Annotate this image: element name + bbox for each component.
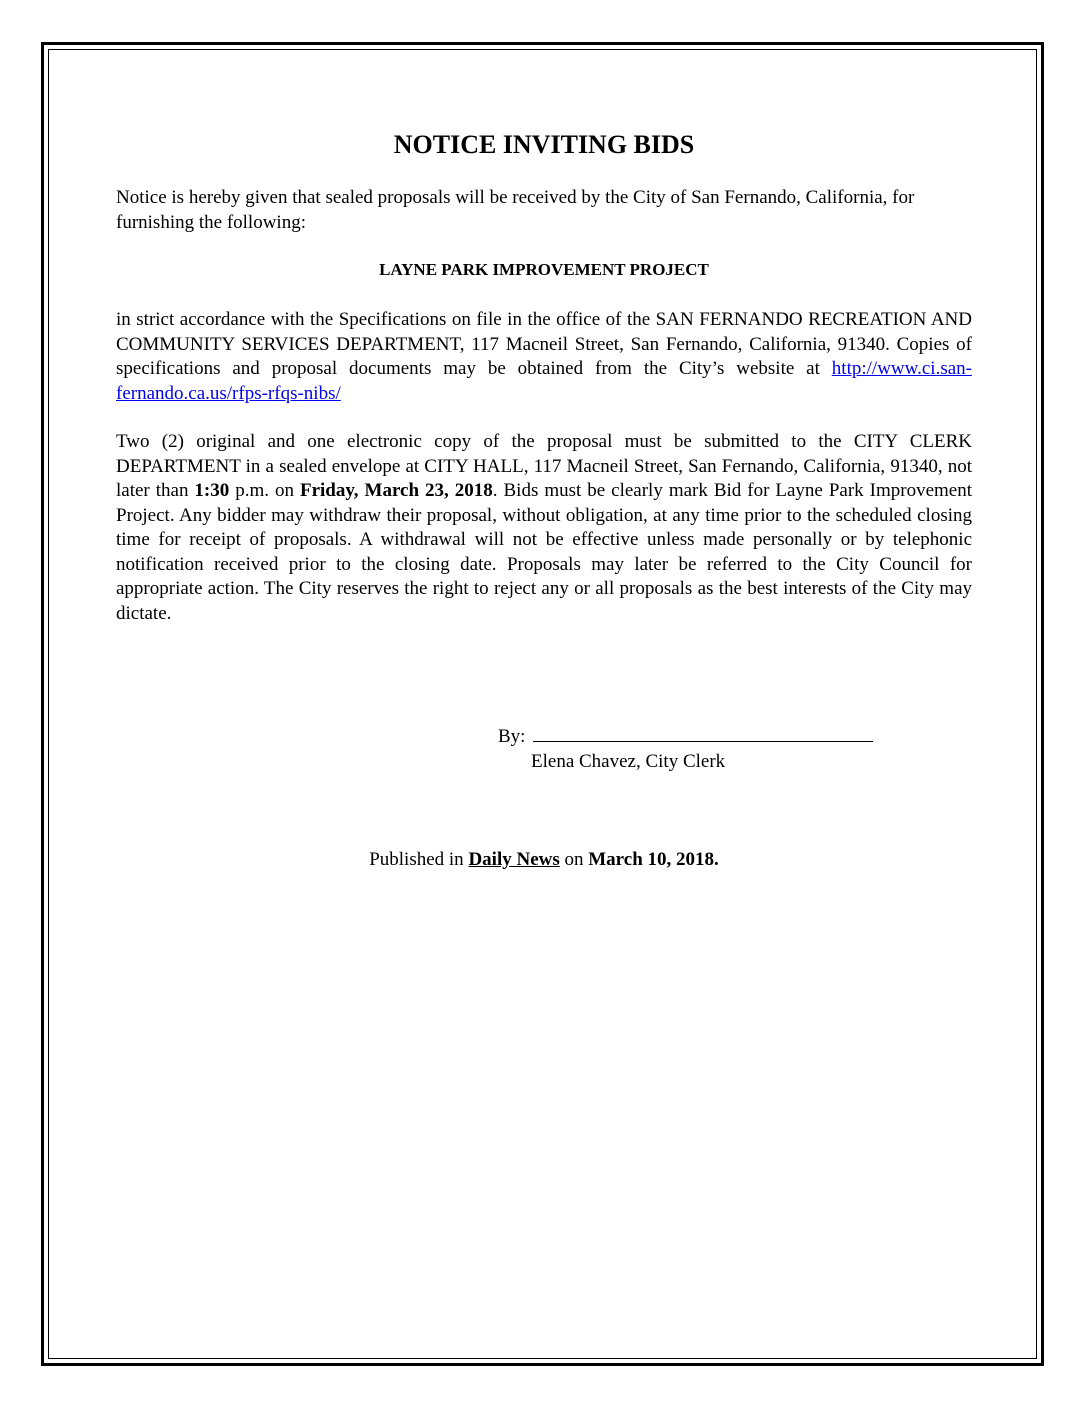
newspaper-name: Daily News — [468, 849, 560, 870]
page-border — [41, 42, 1044, 1366]
publication-middle: on — [559, 849, 589, 870]
specifications-text: in strict accordance with the Specifications on file in the office of the SAN FERNANDO RECREATION AND COMMUNITY SERVICES DEPARTMENT, 117 Macneil Street, San Fernando, California, 91340. Copies of specifications and proposal documents may be obtained from the City’s website at — [116, 309, 972, 379]
specifications-paragraph — [116, 308, 972, 406]
intro-paragraph: Notice is hereby given that sealed proposals will be received by the City of San Fernando, California, for furnishing the following: — [116, 187, 915, 233]
publication-prefix: Published in — [369, 849, 469, 870]
deadline-date: Friday, March 23, 2018 — [299, 480, 493, 501]
project-name: LAYNE PARK IMPROVEMENT PROJECT — [379, 260, 709, 279]
publication-date: March 10, 2018. — [588, 849, 719, 870]
rfps-website-link[interactable]: http://www.ci.san-fernando.ca.us/rfps-rfqs-nibs/ — [116, 358, 972, 404]
submission-text-1: Two (2) original and one electronic copy of the proposal must be submitted to the CITY CLERK DEPARTMENT in a sealed envelope at CITY HALL, 117 Macneil Street, San Fernando, California, 91340, not later than — [116, 431, 972, 501]
signatory-name: Elena Chavez, City Clerk — [531, 751, 726, 772]
signature-block — [498, 725, 873, 750]
submission-paragraph — [116, 430, 972, 626]
submission-text-3: . Bids must be clearly mark Bid for Layne Park Improvement Project. Any bidder may withdraw their proposal, without obligation, at any time prior to the scheduled closing time for receipt of proposals. A withdrawal will not be effective unless made personally or by telephonic notification received prior to the closing date. Proposals may later be referred to the City Council for appropriate action. The City reserves the right to reject any or all proposals as the best interests of the City may dictate. — [116, 480, 973, 624]
signature-line — [533, 740, 873, 742]
page-border-inner — [48, 49, 1037, 1359]
publication-line — [0, 848, 1088, 873]
submission-text-2: p.m. on — [229, 480, 300, 501]
deadline-time: 1:30 — [194, 480, 230, 501]
notice-title: NOTICE INVITING BIDS — [393, 130, 695, 159]
signature-by-label: By: — [498, 726, 526, 747]
